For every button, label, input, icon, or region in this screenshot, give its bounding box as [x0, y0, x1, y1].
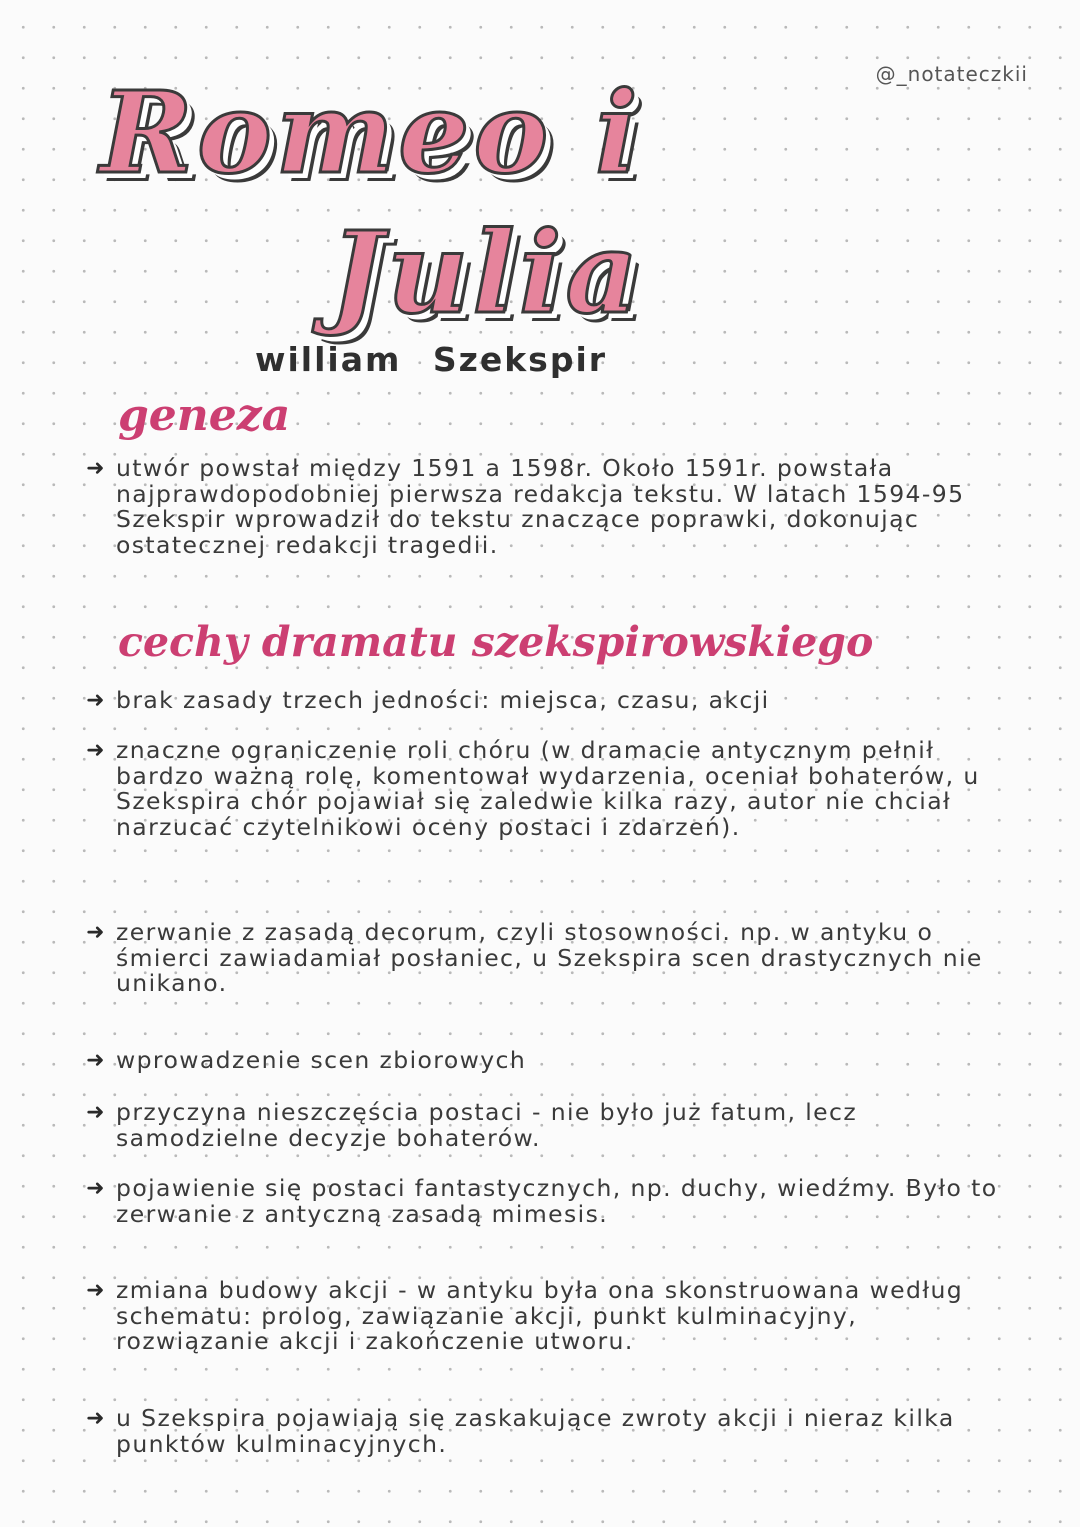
section-heading-cechy: cechy dramatu szekspirowskiego [118, 618, 874, 666]
author-handle: @_notateczkii [875, 62, 1028, 86]
arrow-right-icon: ➜ [86, 920, 106, 945]
list-item [88, 688, 1008, 714]
arrow-right-icon: ➜ [86, 456, 106, 481]
list-item-text: wprowadzenie scen zbiorowych [116, 1046, 527, 1074]
list-item-text: zmiana budowy akcji - w antyku była ona skonstruowana według schematu: prolog, zawiązanie akcji, punkt kulminacyjny, rozwiązanie akcji i zakończenie utworu. [116, 1276, 964, 1355]
list-item-text: znaczne ograniczenie roli chóru (w dramacie antycznym pełnił bardzo ważną rolę, komentował wydarzenia, oceniał bohaterów, u Szekspira chór pojawiał się zaledwie kilka razy, autor nie chciał narzucać czytelnikowi oceny postaci i zdarzeń). [116, 736, 980, 841]
list-item [88, 1048, 1008, 1074]
geneza-item-text: utwór powstał między 1591 a 1598r. Około 1591r. powstała najprawdopodobniej pierwsza redakcja tekstu. W latach 1594-95 Szekspir wprowadził do tekstu znaczące poprawki, dokonując ostatecznej redakcji tragedii. [116, 454, 965, 559]
list-item [88, 1406, 1008, 1457]
section-heading-geneza: geneza [118, 390, 291, 441]
arrow-right-icon: ➜ [86, 1048, 106, 1073]
title-line-2: Julia [330, 208, 643, 339]
list-item-text: zerwanie z zasadą decorum, czyli stosowności. np. w antyku o śmierci zawiadamiał posłaniec, u Szekspira scen drastycznych nie unikano. [116, 918, 983, 997]
list-item-text: przyczyna nieszczęścia postaci - nie było już fatum, lecz samodzielne decyzje bohaterów. [116, 1098, 858, 1152]
arrow-right-icon: ➜ [86, 688, 106, 713]
arrow-right-icon: ➜ [86, 738, 106, 763]
arrow-right-icon: ➜ [86, 1176, 106, 1201]
arrow-right-icon: ➜ [86, 1278, 106, 1303]
list-item-text: pojawienie się postaci fantastycznych, np. duchy, wiedźmy. Było to zerwanie z antyczną zasadą mimesis. [116, 1174, 998, 1228]
list-item-text: brak zasady trzech jedności: miejsca, czasu, akcji [116, 686, 770, 714]
list-item [88, 1278, 1008, 1355]
list-item [88, 1176, 1008, 1227]
geneza-item [88, 456, 1008, 558]
author-name: william Szekspir [255, 340, 608, 379]
arrow-right-icon: ➜ [86, 1100, 106, 1125]
list-item [88, 738, 1008, 840]
arrow-right-icon: ➜ [86, 1406, 106, 1431]
list-item [88, 920, 1008, 997]
list-item [88, 1100, 1008, 1151]
list-item-text: u Szekspira pojawiają się zaskakujące zwroty akcji i nieraz kilka punktów kulminacyjnych. [116, 1404, 955, 1458]
title-line-1: Romeo i [100, 68, 642, 199]
